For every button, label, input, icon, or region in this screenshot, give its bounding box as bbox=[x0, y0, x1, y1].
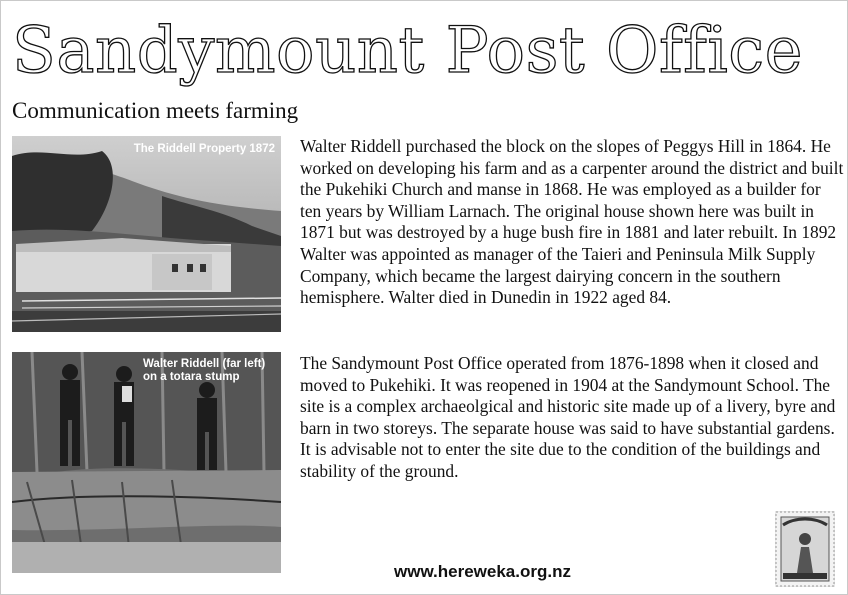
photo-caption: The Riddell Property 1872 bbox=[133, 143, 275, 155]
totara-stump-photo bbox=[12, 352, 281, 573]
riddell-property-photo bbox=[12, 136, 281, 332]
page-title: Sandymount Post Office bbox=[12, 14, 803, 88]
penny-stamp-image bbox=[775, 511, 835, 587]
farm-scene-image bbox=[12, 136, 281, 332]
bush-scene-image bbox=[12, 352, 281, 573]
website-link[interactable]: www.hereweka.org.nz bbox=[394, 562, 571, 581]
stamp-icon bbox=[775, 511, 835, 587]
post-office-paragraph: The Sandymount Post Office operated from 1876-1898 when it closed and moved to Pukehiki. It was reopened in 1904 at the Sandymount School. The site is a complex archaeolgical and historic site made up of a livery, byre and barn in two storeys. The separate house was said to have substantial gardens. It is advisable not to enter the site due to the condition of the buildings and stability of the ground. bbox=[300, 353, 836, 481]
page-subtitle: Communication meets farming bbox=[12, 98, 299, 123]
photo-caption: Walter Riddell (far left) on a totara stump bbox=[143, 358, 266, 383]
history-paragraph: Walter Riddell purchased the block on the slopes of Peggys Hill in 1864. He worked on developing his farm and as a carpenter around the district and built the Pukehiki Church and manse in 1868. He was employed as a builder for ten years by William Larnach. The original house shown here was built in 1871 but was destroyed by a huge bush fire in 1881 and later rebuilt. In 1892 Walter was appointed as manager of the Taieri and Peninsula Milk Supply Company, which became the largest dairying concern in the southern hemisphere. Walter died in Dunedin in 1922 aged 84. bbox=[300, 136, 844, 308]
